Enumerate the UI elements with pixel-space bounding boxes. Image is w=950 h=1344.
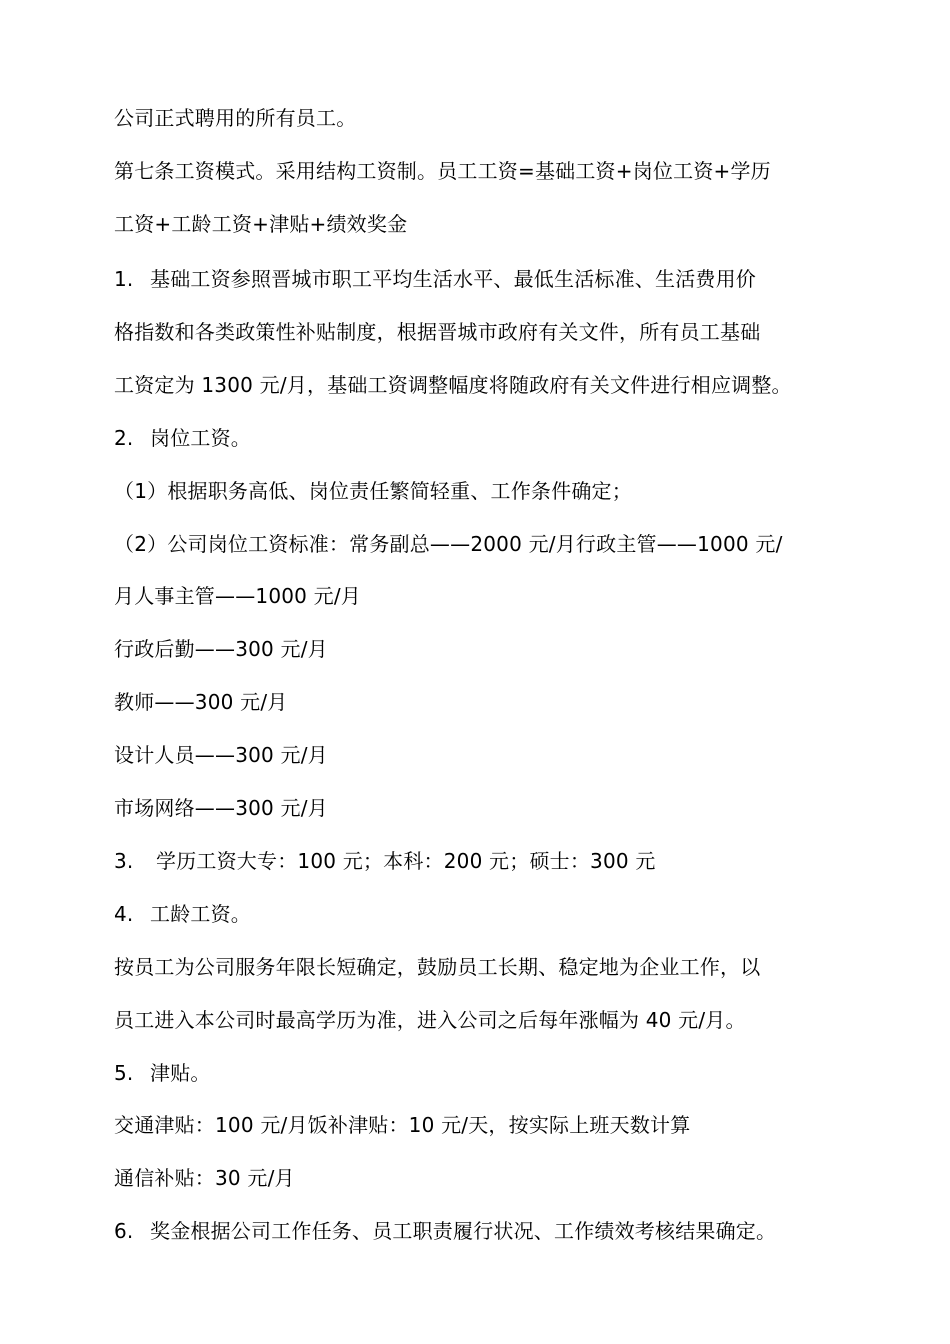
text-line: 交通津贴：100 元/月饭补津贴：10 元/天，按实际上班天数计算	[114, 1113, 691, 1137]
text-line: 工资定为 1300 元/月，基础工资调整幅度将随政府有关文件进行相应调整。	[114, 373, 792, 397]
list-item: 2. 岗位工资。	[114, 426, 251, 450]
list-item: 6. 奖金根据公司工作任务、员工职责履行状况、工作绩效考核结果确定。	[114, 1219, 777, 1243]
text-line: 行政后勤——300 元/月	[114, 637, 328, 661]
text-line: 通信补贴：30 元/月	[114, 1166, 295, 1190]
text-line: 格指数和各类政策性补贴制度，根据晋城市政府有关文件，所有员工基础	[114, 320, 761, 344]
text-line: （1）根据职务高低、岗位责任繁简轻重、工作条件确定；	[114, 479, 632, 503]
list-number: 6.	[114, 1219, 134, 1243]
text-line: 教师——300 元/月	[114, 690, 288, 714]
text-line: 市场网络——300 元/月	[114, 796, 328, 820]
text-line: 公司正式聘用的所有员工。	[114, 106, 357, 130]
text-line: 第七条工资模式。采用结构工资制。员工工资=基础工资+岗位工资+学历	[114, 159, 771, 183]
text-line: 设计人员——300 元/月	[114, 743, 328, 767]
list-item: 3. 学历工资大专：100 元；本科：200 元；硕士：300 元	[114, 849, 656, 873]
text-line: 按员工为公司服务年限长短确定，鼓励员工长期、稳定地为企业工作，以	[114, 955, 761, 979]
list-item: 4. 工龄工资。	[114, 902, 251, 926]
list-number: 2.	[114, 426, 134, 450]
list-number: 3.	[114, 849, 134, 873]
list-item: 5. 津贴。	[114, 1061, 211, 1085]
list-number: 5.	[114, 1061, 134, 1085]
text-line: 工资+工龄工资+津贴+绩效奖金	[114, 212, 408, 236]
list-number: 1.	[114, 267, 134, 291]
text-line: （2）公司岗位工资标准：常务副总——2000 元/月行政主管——1000 元/	[114, 532, 783, 556]
text-line: 员工进入本公司时最高学历为准，进入公司之后每年涨幅为 40 元/月。	[114, 1008, 746, 1032]
list-number: 4.	[114, 902, 134, 926]
text-line: 月人事主管——1000 元/月	[114, 584, 361, 608]
list-item: 1. 基础工资参照晋城市职工平均生活水平、最低生活标准、生活费用价	[114, 267, 756, 291]
